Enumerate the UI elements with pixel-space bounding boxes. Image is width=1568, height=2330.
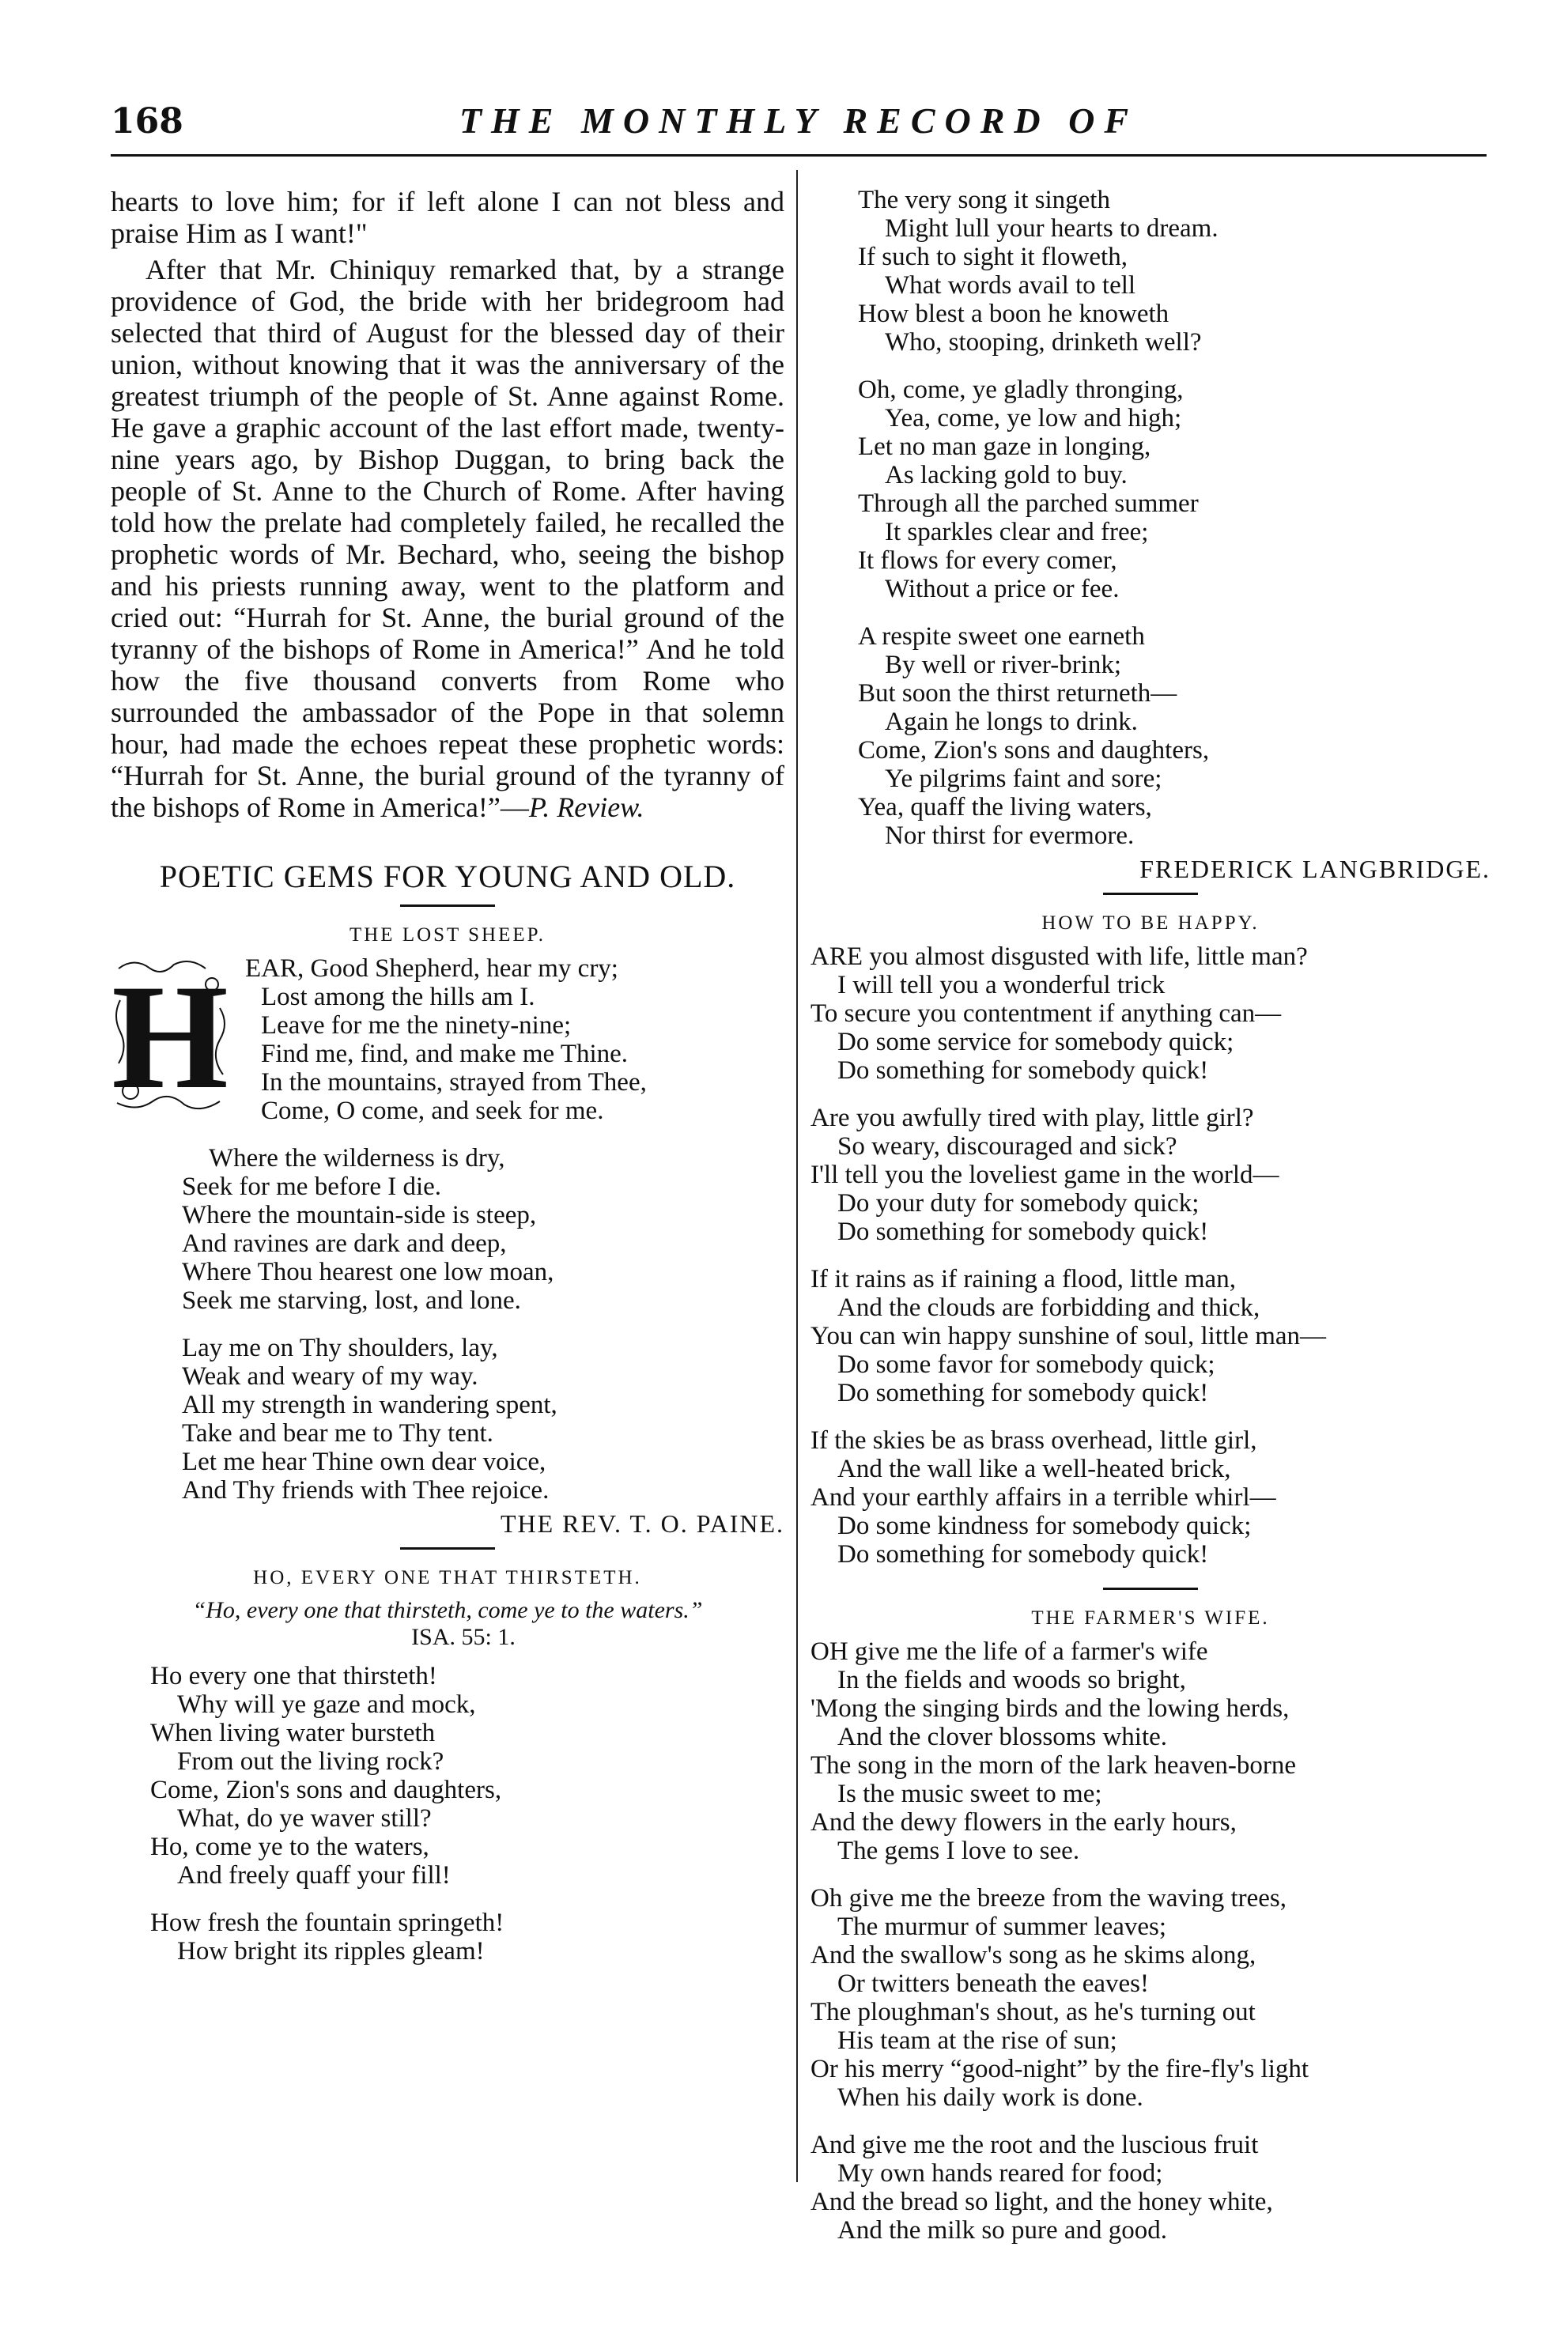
- stanza: [810, 942, 1491, 1085]
- stanza: [858, 186, 1491, 357]
- verse-line: Without a price or fee.: [885, 575, 1120, 603]
- verse-line: And ravines are dark and deep,: [182, 1229, 507, 1258]
- verse-line: OH give me the life of a farmer's wife: [810, 1637, 1208, 1666]
- verse-line: Who, stooping, drinketh well?: [885, 328, 1202, 357]
- section-rule: [400, 904, 495, 907]
- poem-ho-right: [810, 186, 1491, 883]
- verse-line: Yea, come, ye low and high;: [885, 404, 1182, 432]
- verse-line: Yea, quaff the living waters,: [858, 793, 1152, 821]
- verse-line: A respite sweet one earneth: [858, 622, 1145, 651]
- verse-line: And the dewy flowers in the early hours,: [810, 1808, 1237, 1837]
- ornamental-dropcap-icon: [111, 953, 229, 1119]
- verse-line: It sparkles clear and free;: [885, 518, 1149, 546]
- verse-line: Ho, come ye to the waters,: [150, 1833, 429, 1861]
- verse-line: Let no man gaze in longing,: [858, 432, 1151, 461]
- poem-epigraph: “Ho, every one that thirsteth, come ye to the waters.”: [192, 1597, 703, 1623]
- verse-line: And Thy friends with Thee rejoice.: [182, 1476, 550, 1505]
- verse-line: When living water bursteth: [150, 1719, 436, 1747]
- verse-line: Do something for somebody quick!: [837, 1056, 1209, 1085]
- verse-line: Why will ye gaze and mock,: [177, 1690, 476, 1719]
- verse-line: As lacking gold to buy.: [885, 461, 1128, 489]
- verse-line: Ye pilgrims faint and sore;: [885, 765, 1162, 793]
- verse-line: From out the living rock?: [177, 1747, 444, 1776]
- verse-line: If such to sight it floweth,: [858, 243, 1128, 271]
- poem-how-to-be-happy: [810, 942, 1491, 1569]
- verse-line: The murmur of summer leaves;: [837, 1913, 1167, 1941]
- verse-line: And the clover blossoms white.: [837, 1723, 1168, 1751]
- right-column: [810, 186, 1491, 2264]
- verse-line: Are you awfully tired with play, little girl?: [810, 1104, 1254, 1132]
- verse-line: His team at the rise of sun;: [837, 2026, 1117, 2055]
- article-paragraph-2: [111, 254, 784, 823]
- verse-line: Nor thirst for evermore.: [885, 821, 1135, 850]
- verse-line: Or twitters beneath the eaves!: [837, 1969, 1150, 1998]
- stanza: [810, 2131, 1491, 2245]
- verse-line: Come, Zion's sons and daughters,: [858, 736, 1210, 765]
- verse-line: All my strength in wandering spent,: [182, 1391, 557, 1419]
- stanza: [79, 1662, 784, 1890]
- verse-line: Lay me on Thy shoulders, lay,: [182, 1334, 498, 1362]
- verse-line: But soon the thirst returneth—: [858, 679, 1177, 708]
- verse-line: Where the mountain-side is steep,: [182, 1201, 537, 1229]
- verse-line: Ho every one that thirsteth!: [150, 1662, 437, 1690]
- running-title: THE MONTHLY RECORD OF: [459, 100, 1139, 141]
- verse-line: And the swallow's song as he skims along,: [810, 1941, 1256, 1969]
- verse-line: If the skies be as brass overhead, little girl,: [810, 1426, 1257, 1455]
- verse-line: Where the wilderness is dry,: [209, 1144, 505, 1173]
- verse-line: My own hands reared for food;: [837, 2159, 1163, 2188]
- verse-line: 'Mong the singing birds and the lowing herds,: [810, 1694, 1290, 1723]
- verse-line: Is the music sweet to me;: [837, 1780, 1102, 1808]
- verse-line: What words avail to tell: [885, 271, 1136, 300]
- stanza: [810, 1104, 1491, 1246]
- stanza: [810, 1637, 1491, 1865]
- verse-line: Oh give me the breeze from the waving trees,: [810, 1884, 1287, 1913]
- verse-line: Where Thou hearest one low moan,: [182, 1258, 554, 1286]
- verse-line: And your earthly affairs in a terrible whirl—: [810, 1483, 1276, 1512]
- poem-ho-left: [79, 1662, 784, 1966]
- stanza: [79, 1909, 784, 1966]
- verse-line: It flows for every comer,: [858, 546, 1117, 575]
- verse-line: To secure you contentment if anything can—: [810, 999, 1282, 1028]
- column-divider: [796, 170, 798, 2182]
- header-rule: [111, 154, 1487, 157]
- verse-line: Do some kindness for somebody quick;: [837, 1512, 1252, 1540]
- verse-line: So weary, discouraged and sick?: [837, 1132, 1177, 1161]
- verse-line: The gems I love to see.: [837, 1837, 1080, 1865]
- stanza: [111, 954, 784, 1125]
- page-number: 168: [111, 101, 183, 142]
- verse-line: And give me the root and the luscious fruit: [810, 2131, 1259, 2159]
- poem-separator-rule: [1103, 893, 1198, 895]
- verse-line: Through all the parched summer: [858, 489, 1199, 518]
- section-title: POETIC GEMS FOR YOUNG AND OLD.: [159, 859, 736, 894]
- verse-line: EAR, Good Shepherd, hear my cry;: [245, 954, 618, 983]
- poem-separator-rule: [1103, 1588, 1198, 1590]
- verse-line: In the fields and woods so bright,: [837, 1666, 1186, 1694]
- stanza: [810, 1265, 1491, 1407]
- verse-line: And the clouds are forbidding and thick,: [837, 1293, 1260, 1322]
- verse-line: Do some favor for somebody quick;: [837, 1350, 1215, 1379]
- verse-line: And the wall like a well-heated brick,: [837, 1455, 1231, 1483]
- stanza: [858, 376, 1491, 603]
- poem-title-happy: HOW TO BE HAPPY.: [1041, 912, 1260, 934]
- verse-line: Come, Zion's sons and daughters,: [150, 1776, 502, 1804]
- article-paragraph-1: hearts to love him; for if left alone I can not bless and praise Him as I want!": [111, 186, 784, 249]
- article: [111, 186, 784, 823]
- article-paragraph-2-text: After that Mr. Chiniquy remarked that, by a strange providence of God, the bride with her bridegroom had selected that third of August for the blessed day of their union, without knowing that it was the anniversary of the greatest triumph of the people of St. Anne against Rome. He gave a graphic account of the last effort made, twenty-nine years ago, by Bishop Duggan, to bring back the people of St. Anne to the Church of Rome. After having told how the prelate had completely failed, he recalled the prophetic words of Mr. Bechard, who, seeing the bishop and his priests running away, went to the platform and cried out: “Hurrah for St. Anne, the burial ground of the tyranny of the bishops of Rome in America!” And he told how the five thousand converts from Rome who surrounded the ambassador of the Pope in that solemn hour, had made the echoes repeat these prophetic words: “Hurrah for St. Anne, the burial ground of the tyranny of the bishops of Rome in America!”—: [111, 254, 784, 823]
- verse-line: Take and bear me to Thy tent.: [182, 1419, 493, 1448]
- verse-line: Seek me starving, lost, and lone.: [182, 1286, 521, 1315]
- page-header: [111, 93, 1487, 149]
- verse-line: Find me, find, and make me Thine.: [261, 1040, 629, 1068]
- verse-line: How blest a boon he knoweth: [858, 300, 1169, 328]
- verse-line: Do something for somebody quick!: [837, 1218, 1209, 1246]
- poem-title-farmer: THE FARMER'S WIFE.: [1031, 1607, 1270, 1629]
- verse-line: Again he longs to drink.: [885, 708, 1138, 736]
- poem-epigraph-reference: ISA. 55: 1.: [411, 1624, 516, 1650]
- verse-line: Do some service for somebody quick;: [837, 1028, 1234, 1056]
- dropcap-letter: H: [111, 954, 229, 1119]
- verse-line: And the milk so pure and good.: [837, 2216, 1168, 2245]
- verse-line: And freely quaff your fill!: [177, 1861, 451, 1890]
- verse-line: I will tell you a wonderful trick: [837, 971, 1166, 999]
- verse-line: The ploughman's shout, as he's turning out: [810, 1998, 1256, 2026]
- verse-line: Seek for me before I die.: [182, 1173, 442, 1201]
- poem-title-lost-sheep: THE LOST SHEEP.: [349, 924, 546, 946]
- verse-line: I'll tell you the loveliest game in the world—: [810, 1161, 1279, 1189]
- stanza: [810, 1426, 1491, 1569]
- poem-separator-rule: [400, 1547, 495, 1550]
- verse-line: Or his merry “good-night” by the fire-fly's light: [810, 2055, 1309, 2083]
- stanza: [810, 1884, 1491, 2112]
- verse-line: Lost among the hills am I.: [261, 983, 535, 1011]
- poem-author: FREDERICK LANGBRIDGE.: [1139, 855, 1491, 883]
- verse-line: Do something for somebody quick!: [837, 1540, 1209, 1569]
- verse-line: Do something for somebody quick!: [837, 1379, 1209, 1407]
- verse-line: You can win happy sunshine of soul, little man—: [810, 1322, 1327, 1350]
- verse-line: What, do ye waver still?: [177, 1804, 432, 1833]
- left-column: [111, 186, 784, 1984]
- verse-line: When his daily work is done.: [837, 2083, 1143, 2112]
- verse-line: The very song it singeth: [858, 186, 1110, 214]
- article-source: P. Review.: [528, 791, 644, 823]
- verse-line: By well or river-brink;: [885, 651, 1122, 679]
- verse-line: Come, O come, and seek for me.: [261, 1097, 604, 1125]
- poem-lost-sheep: [111, 954, 784, 1538]
- verse-line: Leave for me the ninety-nine;: [261, 1011, 572, 1040]
- verse-line: Do your duty for somebody quick;: [837, 1189, 1200, 1218]
- verse-line: In the mountains, strayed from Thee,: [261, 1068, 647, 1097]
- verse-line: Weak and weary of my way.: [182, 1362, 478, 1391]
- verse-line: How fresh the fountain springeth!: [150, 1909, 504, 1937]
- verse-line: And the bread so light, and the honey white,: [810, 2188, 1273, 2216]
- poem-title-ho: HO, EVERY ONE THAT THIRSTETH.: [253, 1567, 642, 1588]
- verse-line: Oh, come, ye gladly thronging,: [858, 376, 1184, 404]
- verse-line: Might lull your hearts to dream.: [885, 214, 1219, 243]
- verse-line: Let me hear Thine own dear voice,: [182, 1448, 546, 1476]
- stanza: [111, 1334, 784, 1505]
- verse-line: How bright its ripples gleam!: [177, 1937, 485, 1966]
- stanza: [858, 622, 1491, 850]
- verse-line: The song in the morn of the lark heaven-borne: [810, 1751, 1296, 1780]
- verse-line: ARE you almost disgusted with life, little man?: [810, 942, 1308, 971]
- poem-farmers-wife: [810, 1637, 1491, 2245]
- poem-author: THE REV. T. O. PAINE.: [500, 1509, 784, 1538]
- stanza: [111, 1144, 784, 1315]
- verse-line: If it rains as if raining a flood, little man,: [810, 1265, 1236, 1293]
